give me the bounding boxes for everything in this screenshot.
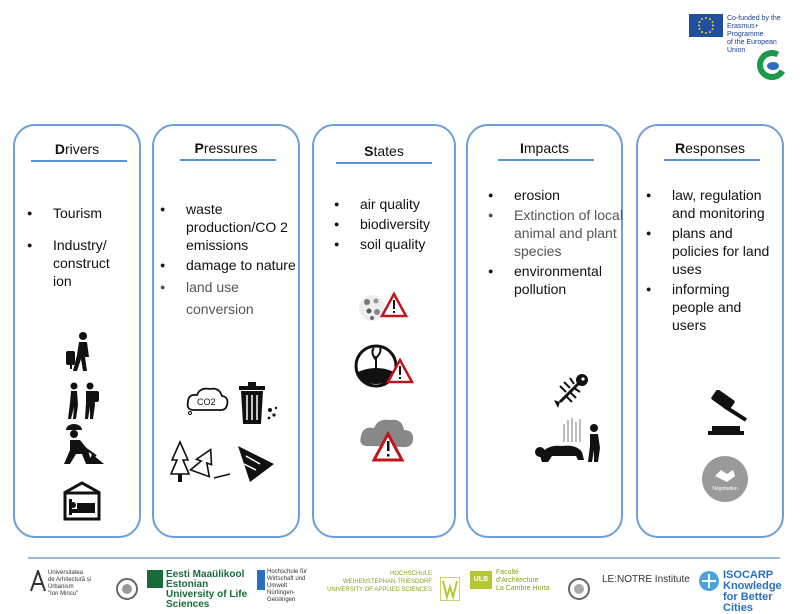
- state-item-air: ● air quality: [330, 195, 456, 213]
- emu-logo-icon: [147, 570, 163, 588]
- footer-logo-isocarp: ISOCARP Knowledge for Better Cities: [698, 568, 790, 594]
- footer-logo-ulb: ULB Faculté d'Architecture La Cambre Horta: [470, 568, 560, 594]
- footer-logo-emu: Eesti Maaülikool Estonian University of Life Sciences: [147, 568, 247, 594]
- negotiation-badge-icon: [702, 456, 748, 502]
- trash-can-icon: [236, 382, 282, 426]
- impacts-column: [466, 124, 623, 538]
- response-item-law: ● law, regulation and monitoring: [642, 186, 772, 222]
- fallen-tree-icon: [236, 444, 276, 484]
- states-title: States: [364, 143, 404, 159]
- walking-traveler-icon: [63, 331, 99, 373]
- footer-logo-seal: [116, 568, 140, 594]
- gavel-icon: [706, 390, 754, 436]
- construction-worker-icon: [58, 424, 106, 466]
- eu-cofunded-logo: [689, 14, 793, 54]
- project-logo-icon: [757, 50, 787, 80]
- response-item-plans: ● plans and policies for land uses: [642, 224, 772, 278]
- handshake-icon: [713, 466, 737, 484]
- uauim-logo-icon: [30, 570, 46, 592]
- hfwu-logo-icon: [257, 570, 265, 590]
- state-item-biodiversity: ● biodiversity: [330, 215, 456, 233]
- pressure-item-damage: ● damage to nature: [156, 256, 298, 274]
- air-cloud-warning-icon: [358, 416, 418, 464]
- state-item-soil: ● soil quality: [330, 235, 456, 253]
- impact-item-erosion: ● erosion: [484, 186, 624, 204]
- pressure-item-waste: ● waste production/CO 2 emissions: [156, 200, 298, 254]
- title-underline: [664, 159, 760, 161]
- footer-divider: [28, 557, 780, 559]
- ulb-logo-icon: ULB: [470, 571, 492, 589]
- title-underline: [336, 162, 432, 164]
- w-logo-icon: [440, 577, 460, 601]
- driver-item-tourism: ● Tourism: [23, 204, 143, 222]
- impacts-title: Impacts: [519, 140, 569, 156]
- footer-logo-seal-2: [568, 568, 590, 594]
- states-column: [312, 124, 456, 538]
- drivers-title: Drivers: [54, 141, 100, 157]
- isocarp-logo-icon: [698, 570, 720, 592]
- soil-warning-icon: [354, 342, 414, 390]
- footer-logo-uauim: Universitatea de Arhitectură și Urbanism "Ion Mincu": [30, 568, 110, 594]
- fish-skeleton-icon: [552, 370, 592, 410]
- title-underline: [31, 160, 127, 162]
- pressure-item-land-use: ● land use conversion: [156, 276, 298, 320]
- negotiation-badge-label: Negotiation: [712, 486, 738, 492]
- responses-title: Responses: [674, 140, 746, 156]
- eu-flag-icon: [689, 14, 723, 37]
- title-underline: [180, 159, 276, 161]
- bed-hotel-icon: [62, 481, 102, 521]
- pressures-title: Pressures: [194, 140, 258, 156]
- footer-logo-lenotre: LE:NOTRE Institute: [602, 574, 690, 585]
- pressures-column: [152, 124, 300, 538]
- university-seal-icon: [116, 577, 138, 601]
- svg-text:CO2: CO2: [197, 397, 216, 407]
- response-item-informing: ● informing people and users: [642, 280, 772, 334]
- trees-felled-icon: [170, 440, 232, 484]
- title-underline: [498, 159, 594, 161]
- university-seal-icon: [568, 577, 590, 601]
- biodiversity-warning-icon: [358, 288, 408, 328]
- footer-logo-w: [440, 568, 462, 594]
- footer-logo-hswt: HOCHSCHULE WEIHENSTEPHAN-TRIESDORF UNIVERSITY OF APPLIED SCIENCES: [327, 571, 432, 593]
- footer-logo-hfwu: Hochschule für Wirtschaft und Umwelt Nürtingen-Geislingen: [257, 568, 319, 594]
- polluted-animal-icon: [532, 416, 612, 466]
- drivers-column: [13, 124, 141, 538]
- impact-item-extinction: ● Extinction of local animal and plant species: [484, 206, 624, 260]
- impact-item-pollution: ● environmental pollution: [484, 262, 624, 298]
- eu-cofunded-text: Co-funded by the Erasmus+ Programme of the European Union: [727, 15, 781, 54]
- co2-cloud-icon: [184, 384, 230, 416]
- hikers-icon: [65, 381, 101, 421]
- responses-column: [636, 124, 784, 538]
- driver-item-industry: ● Industry/ construct ion: [23, 236, 143, 290]
